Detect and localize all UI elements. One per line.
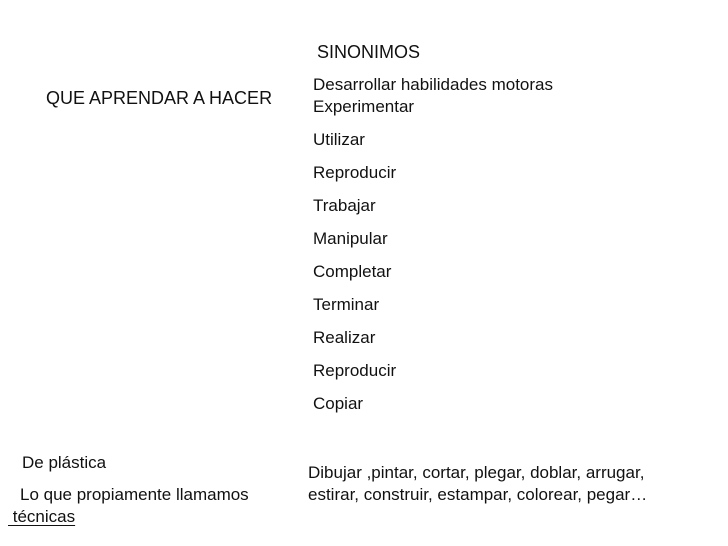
synonyms-intro-line-1: Desarrollar habilidades motoras <box>313 75 554 94</box>
bottom-right-line-1: Dibujar ,pintar, cortar, plegar, doblar, arrugar, <box>308 463 645 482</box>
synonyms-intro <box>313 74 553 118</box>
synonym-item: Copiar <box>313 394 364 413</box>
synonym-item: Completar <box>313 262 392 281</box>
bottom-left-line-1: De plástica <box>22 453 107 472</box>
synonym-item: Manipular <box>313 229 388 248</box>
synonym-item: Reproducir <box>313 163 397 182</box>
bottom-left-line-2: Lo que propiamente llamamos <box>20 485 249 504</box>
question-title: QUE APRENDAR A HACER <box>46 88 273 108</box>
synonym-item: Utilizar <box>313 130 365 149</box>
synonyms-heading: SINONIMOS <box>317 42 421 62</box>
synonym-item: Trabajar <box>313 196 376 215</box>
bottom-left-text <box>8 452 249 528</box>
bottom-right-line-2: estirar, construir, estampar, colorear, pegar… <box>308 485 648 504</box>
bottom-left-underlined-word: técnicas <box>8 507 76 526</box>
synonyms-intro-line-2: Experimentar <box>313 97 415 116</box>
synonym-item: Realizar <box>313 328 376 347</box>
bottom-right-text <box>308 462 647 506</box>
synonyms-list <box>313 130 396 427</box>
synonym-item: Terminar <box>313 295 380 314</box>
synonym-item: Reproducir <box>313 361 397 380</box>
